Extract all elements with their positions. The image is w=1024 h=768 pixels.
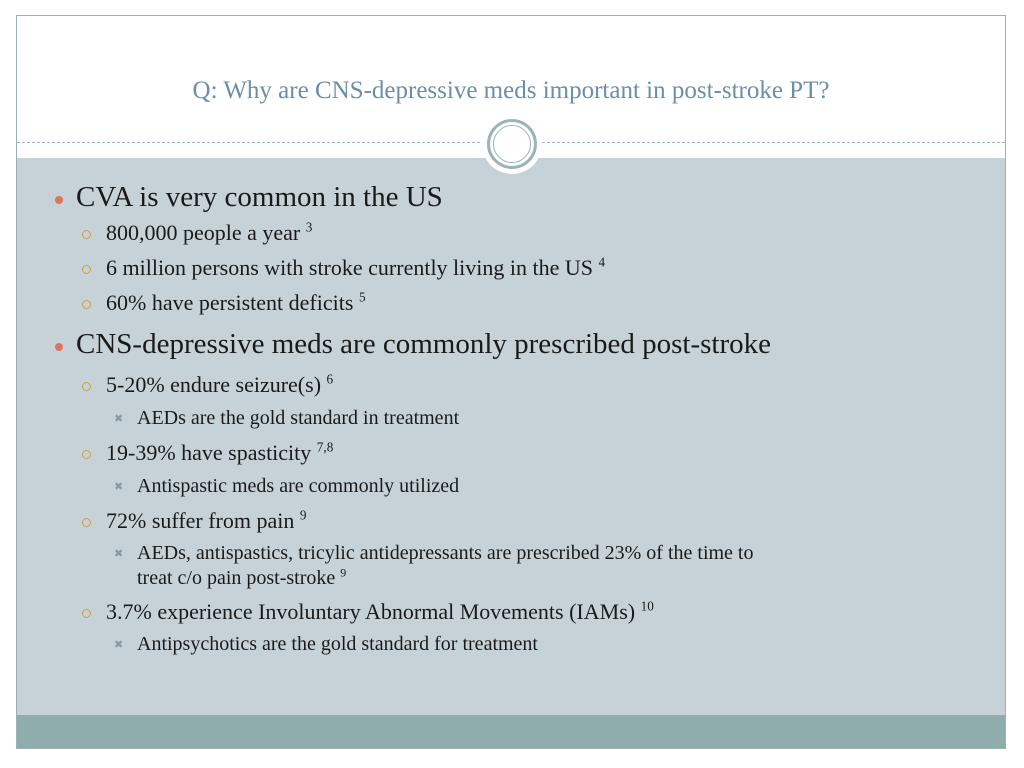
x-mark-bullet-icon: ✖ [114, 548, 124, 560]
hollow-circle-bullet-icon [82, 230, 91, 239]
bullet-level-3 [137, 407, 459, 430]
bullet-level-1 [76, 181, 443, 214]
bullet-text: CNS-depressive meds are commonly prescribed post-stroke [76, 328, 772, 360]
bullet-text: AEDs, antispastics, tricylic antidepressants are prescribed 23% of the time to [137, 542, 754, 564]
bullet-text: 800,000 people a year [106, 220, 301, 245]
bullet-level-3 [137, 542, 753, 565]
footer-band [17, 715, 1005, 749]
bullet-text: AEDs are the gold standard in treatment [137, 407, 460, 429]
bullet-text: 60% have persistent deficits [106, 290, 354, 315]
bullet-level-2 [106, 372, 333, 398]
filled-dot-bullet-icon [55, 343, 63, 351]
slide-title: Q: Why are CNS-depressive meds important in post-stroke PT? [192, 77, 830, 104]
bullet-text: Antispastic meds are commonly utilized [137, 475, 460, 497]
bullet-level-2 [106, 220, 312, 246]
bullet-level-3 [137, 475, 459, 498]
x-mark-bullet-icon: ✖ [114, 481, 124, 493]
hollow-circle-bullet-icon [82, 382, 91, 391]
bullet-text: 19-39% have spasticity [106, 440, 312, 465]
x-mark-bullet-icon: ✖ [114, 639, 124, 651]
hollow-circle-bullet-icon [82, 518, 91, 527]
citation-number: 10 [640, 598, 654, 614]
bullet-level-2 [106, 440, 333, 466]
bullet-text: treat c/o pain post-stroke [137, 567, 336, 589]
bullet-text: 72% suffer from pain [106, 508, 295, 533]
bullet-level-1 [76, 328, 771, 361]
citation-number: 4 [598, 254, 606, 270]
x-mark-bullet-icon: ✖ [114, 413, 124, 425]
citation-number: 7,8 [316, 439, 334, 455]
citation-number: 6 [326, 371, 334, 387]
bullet-level-2 [106, 290, 366, 316]
double-ring-inner-icon [493, 125, 531, 163]
bullet-level-2 [106, 255, 605, 281]
bullet-text: CVA is very common in the US [76, 181, 443, 213]
filled-dot-bullet-icon [55, 196, 63, 204]
citation-number: 9 [299, 507, 307, 523]
bullet-level-2 [106, 508, 306, 534]
bullet-text: 5-20% endure seizure(s) [106, 372, 322, 397]
hollow-circle-bullet-icon [82, 609, 91, 618]
bullet-level-3 [137, 633, 538, 656]
bullet-level-2 [106, 599, 654, 625]
bullet-level-3 [137, 567, 346, 590]
hollow-circle-bullet-icon [82, 300, 91, 309]
bullet-text: Antipsychotics are the gold standard for treatment [137, 633, 538, 655]
bullet-text: 6 million persons with stroke currently living in the US [106, 255, 594, 280]
citation-number: 9 [340, 565, 347, 580]
hollow-circle-bullet-icon [82, 265, 91, 274]
citation-number: 5 [358, 289, 366, 305]
hollow-circle-bullet-icon [82, 450, 91, 459]
citation-number: 3 [305, 219, 313, 235]
slide [16, 15, 1006, 749]
bullet-text: 3.7% experience Involuntary Abnormal Movements (IAMs) [106, 599, 636, 624]
